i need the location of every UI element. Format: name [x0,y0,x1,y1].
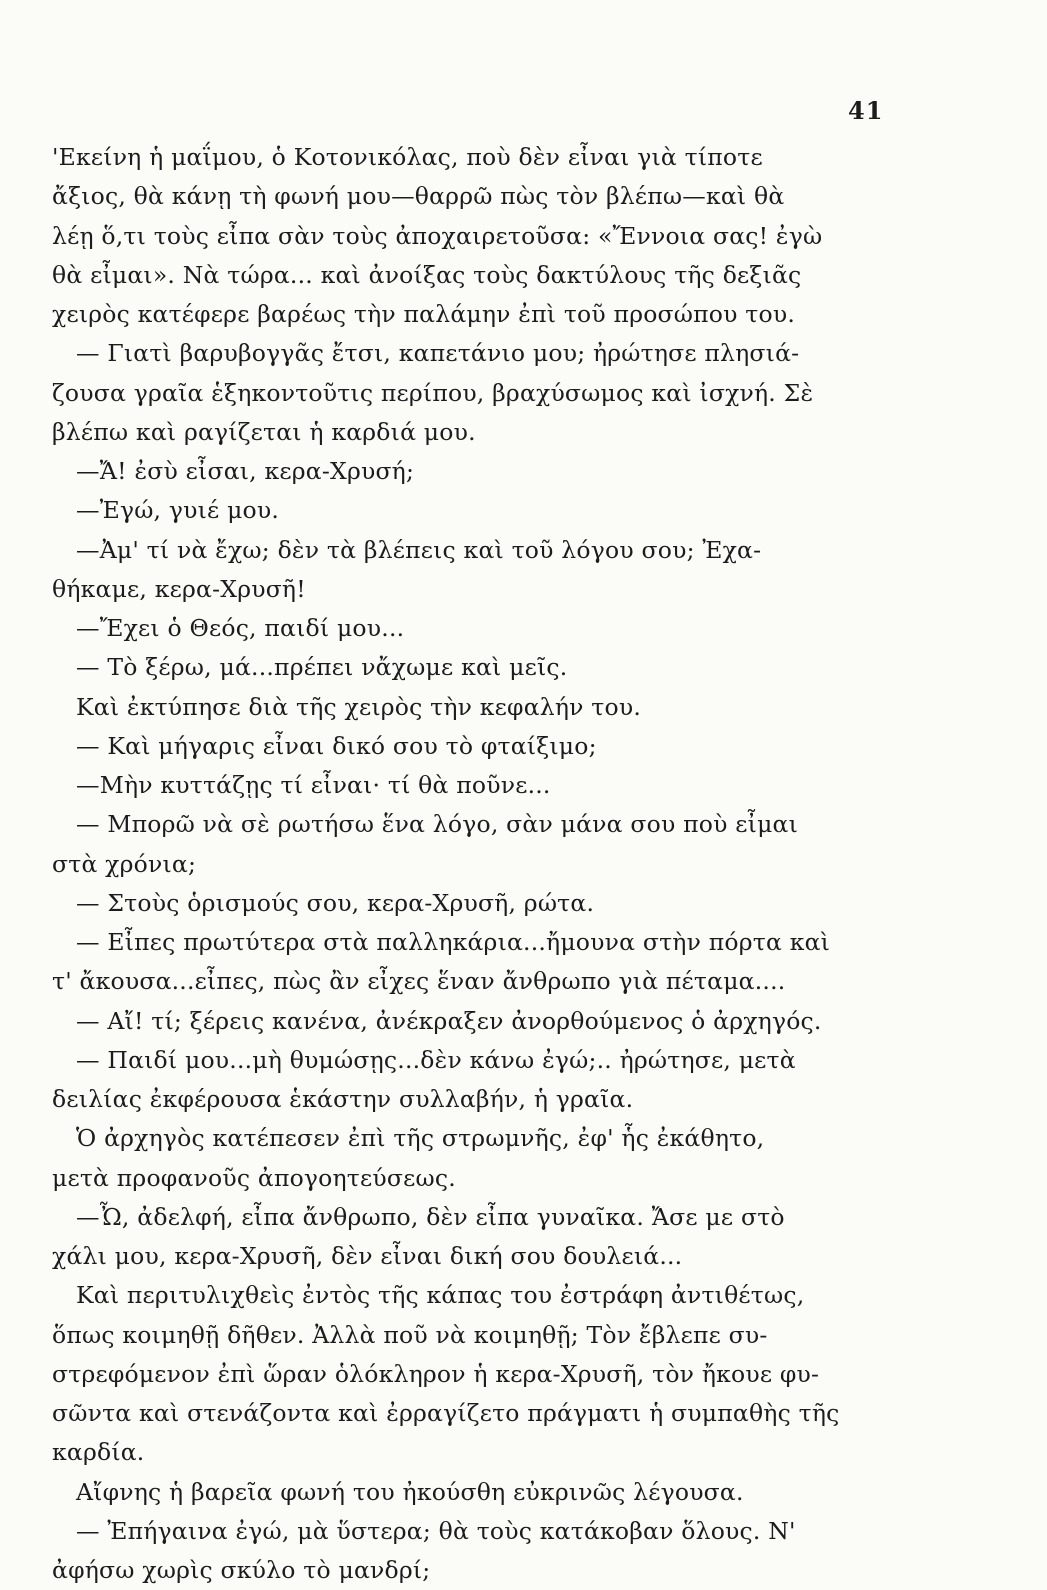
text-line: ἀφήσω χωρὶς σκύλο τὸ μανδρί; [52,1556,431,1584]
text-line: Αἴφνης ἡ βαρεῖα φωνή του ἠκούσθη εὐκρινῶς λέγουσα. [76,1477,744,1506]
text-line: θήκαμε, κερα-Χρυσῆ! [52,574,306,603]
text-line: — Παιδί μου...μὴ θυμώσῃς...δὲν κάνω ἐγώ;.. ἠρώτησε, μετὰ [76,1045,796,1074]
text-line: — Εἶπες πρωτύτερα στὰ παλληκάρια...ἤμουνα στὴν πόρτα καὶ [76,928,831,956]
text-line: — Αἴ! τί; ξέρεις κανένα, ἀνέκραξεν ἀνορθούμενος ὁ ἀρχηγός. [76,1006,822,1035]
text-line: χειρὸς κατέφερε βαρέως τὴν παλάμην ἐπὶ τοῦ προσώπου του. [52,300,796,328]
text-line: χάλι μου, κερα-Χρυσῆ, δὲν εἶναι δική σου δουλειά... [52,1242,683,1270]
text-line: ὅπως κοιμηθῇ δῆθεν. Ἀλλὰ ποῦ νὰ κοιμηθῇ; Τὸν ἔβλεπε συ- [52,1320,768,1349]
text-line: —Ἐγώ, γυιέ μου. [76,496,280,525]
text-line: — Μπορῶ νὰ σὲ ρωτήσω ἕνα λόγο, σὰν μάνα σου ποὺ εἶμαι [76,810,799,839]
text-line: δειλίας ἐκφέρουσα ἑκάστην συλλαβήν, ἡ γραῖα. [52,1085,634,1113]
text-line: 'Εκείνη ἡ μαΐμου, ὁ Κοτονικόλας, ποὺ δὲν εἶναι γιὰ τίποτε [52,143,763,171]
page-number: 41 [848,96,884,125]
text-line: — Γιατὶ βαρυβογγᾶς ἔτσι, καπετάνιο μου; ἠρώτησε πλησιά- [76,339,800,368]
text-line: θὰ εἶμαι». Νὰ τώρα... καὶ ἀνοίξας τοὺς δακτύλους τῆς δεξιᾶς [52,260,802,289]
text-line: — Καὶ μήγαρις εἶναι δικό σου τὸ φταίξιμο; [76,731,597,760]
text-line: — Τὸ ξέρω, μά...πρέπει νἄχωμε καὶ μεῖς. [76,653,568,682]
page-body-text [52,138,920,1590]
text-line: στὰ χρόνια; [52,849,197,878]
text-line: λέῃ ὅ,τι τοὺς εἶπα σὰν τοὺς ἀποχαιρετοῦσα: «Ἔννοια σας! ἐγὼ [52,221,823,250]
text-line: στρεφόμενον ἐπὶ ὥραν ὁλόκληρον ἡ κερα-Χρυσῆ, τὸν ἤκουε φυ- [52,1359,820,1388]
text-line: Καὶ περιτυλιχθεὶς ἐντὸς τῆς κάπας του ἐστράφη ἀντιθέτως, [76,1281,805,1310]
text-line: ζουσα γραῖα ἑξηκοντοῦτις περίπου, βραχύσωμος καὶ ἰσχνή. Σὲ [52,378,814,407]
text-line: καρδία. [52,1438,145,1467]
text-line: Καὶ ἐκτύπησε διὰ τῆς χειρὸς τὴν κεφαλήν του. [76,692,641,721]
text-line: —Ἄ! ἐσὺ εἶσαι, κερα-Χρυσή; [76,457,415,485]
text-line: βλέπω καὶ ραγίζεται ἡ καρδιά μου. [52,417,476,446]
text-line: ἄξιος, θὰ κάνῃ τὴ φωνή μου—θαρρῶ πὼς τὸν βλέπω—καὶ θὰ [52,182,785,211]
text-line: —Ἀμ' τί νὰ ἔχω; δὲν τὰ βλέπεις καὶ τοῦ λόγου σου; Ἐχα- [76,535,762,564]
text-line: σῶντα καὶ στενάζοντα καὶ ἐρραγίζετο πράγματι ἡ συμπαθὴς τῆς [52,1399,840,1427]
text-line: —Ἔχει ὁ Θεός, παιδί μου... [76,614,405,642]
text-line: —Ὦ, ἀδελφή, εἶπα ἄνθρωπο, δὲν εἶπα γυναῖκα. Ἄσε με στὸ [76,1202,785,1231]
text-line: — Στοὺς ὁρισμούς σου, κερα-Χρυσῆ, ρώτα. [76,888,595,917]
text-line: —Μὴν κυττάζῃς τί εἶναι· τί θὰ ποῦνε... [76,771,551,799]
text-line: — Ἐπήγαινα ἐγώ, μὰ ὕστερα; θὰ τοὺς κατάκοβαν ὅλους. Ν' [76,1516,796,1545]
text-line: μετὰ προφανοῦς ἀπογοητεύσεως. [52,1163,456,1192]
text-line: Ὁ ἀρχηγὸς κατέπεσεν ἐπὶ τῆς στρωμνῆς, ἐφ' ἧς ἐκάθητο, [76,1124,765,1153]
text-line: τ' ἄκουσα...εἶπες, πὼς ἂν εἶχες ἕναν ἄνθρωπο γιὰ πέταμα.... [52,967,786,996]
